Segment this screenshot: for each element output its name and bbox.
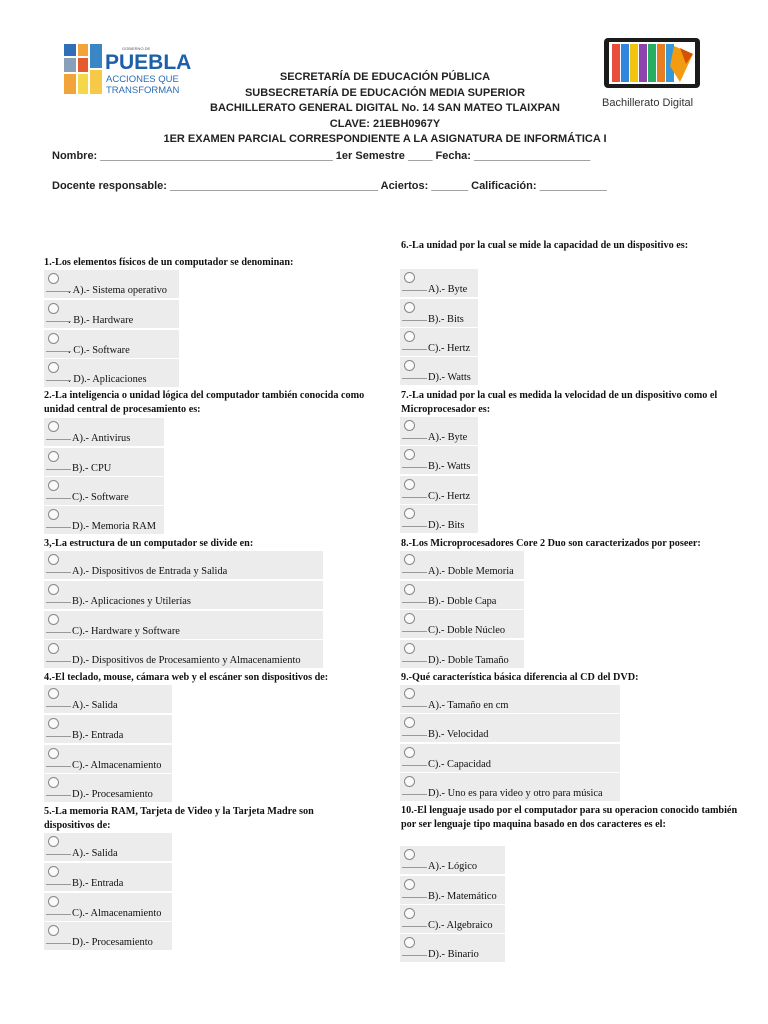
q8-option-a[interactable]: A).- Doble Memoria (400, 551, 524, 579)
q1-option-d[interactable]: . D).- Aplicaciones (44, 359, 179, 387)
question-2-text: 2.-La inteligencia o unidad lógica del computador también conocida como unidad central de procesamiento es: (44, 390, 365, 415)
exam-header (150, 70, 620, 148)
q7-option-c[interactable]: C).- Hertz (400, 476, 478, 504)
question-1-text: 1.-Los elementos físicos de un computador se denominan: (44, 257, 294, 268)
svg-text:GOBIERNO DE: GOBIERNO DE (122, 46, 151, 51)
q6-option-c[interactable]: C).- Hertz (400, 328, 478, 356)
q8-option-d[interactable]: D).- Doble Tamaño (400, 640, 524, 668)
radio-icon[interactable] (404, 302, 415, 313)
radio-icon[interactable] (404, 479, 415, 490)
radio-icon[interactable] (48, 688, 59, 699)
q8-option-b[interactable]: B).- Doble Capa (400, 581, 524, 609)
q2-option-d[interactable]: D).- Memoria RAM (44, 506, 164, 534)
radio-icon[interactable] (404, 776, 415, 787)
question-10-text: 10.-El lenguaje usado por el computador para su operacion conocido también por ser lenguaje tipo maquina basado en dos caracteres es el: (401, 805, 738, 830)
svg-text:ACCIONES QUE: ACCIONES QUE (106, 74, 179, 85)
radio-icon[interactable] (404, 331, 415, 342)
radio-icon[interactable] (48, 614, 59, 625)
radio-icon[interactable] (48, 643, 59, 654)
radio-icon[interactable] (404, 508, 415, 519)
q4-option-c[interactable]: C).- Almacenamiento (44, 745, 172, 773)
radio-icon[interactable] (48, 451, 59, 462)
q3-option-c[interactable]: C).- Hardware y Software (44, 611, 323, 639)
q7-option-d[interactable]: D).- Bits (400, 505, 478, 533)
radio-icon[interactable] (404, 937, 415, 948)
logo-brand: PUEBLA (105, 51, 192, 74)
q9-option-a[interactable]: A).- Tamaño en cm (400, 685, 620, 713)
q10-option-b[interactable]: B).- Matemático (400, 876, 505, 904)
form-line-docente[interactable]: Docente responsable: __________________________________ Aciertos: ______ Calificación: ___________ (52, 180, 607, 192)
header-line-sep: SECRETARÍA DE EDUCACIÓN PÚBLICA (279, 71, 491, 83)
radio-icon[interactable] (48, 554, 59, 565)
radio-icon[interactable] (48, 748, 59, 759)
radio-icon[interactable] (404, 688, 415, 699)
radio-icon[interactable] (404, 613, 415, 624)
header-line-subsecretaria: SUBSECRETARÍA DE EDUCACIÓN MEDIA SUPERIOR (244, 86, 526, 99)
q2-option-c[interactable]: C).- Software (44, 477, 164, 505)
radio-icon[interactable] (48, 303, 59, 314)
radio-icon[interactable] (404, 849, 415, 860)
q5-option-a[interactable]: A).- Salida (44, 833, 172, 861)
q3-option-d[interactable]: D).- Dispositivos de Procesamiento y Almacenamiento (44, 640, 323, 668)
q5-option-b[interactable]: B).- Entrada (44, 863, 172, 891)
question-3-text: 3,-La estructura de un computador se divide en: (44, 538, 254, 549)
radio-icon[interactable] (48, 509, 59, 520)
header-line-examen: 1ER EXAMEN PARCIAL CORRESPONDIENTE A LA ASIGNATURA DE INFORMÁTICA I (163, 133, 607, 146)
q5-option-c[interactable]: C).- Almacenamiento (44, 893, 172, 921)
q5-option-d[interactable]: D).- Procesamiento (44, 922, 172, 950)
q9-option-b[interactable]: B).- Velocidad (400, 714, 620, 742)
question-4-text: 4.-El teclado, mouse, cámara web y el escáner son dispositivos de: (44, 672, 329, 683)
radio-icon[interactable] (404, 717, 415, 728)
radio-icon[interactable] (48, 777, 59, 788)
radio-icon[interactable] (404, 908, 415, 919)
question-6-text: 6.-La unidad por la cual se mide la capacidad de un dispositivo es: (401, 240, 689, 251)
q3-option-b[interactable]: B).- Aplicaciones y Utilerías (44, 581, 323, 609)
header-line-clave: CLAVE: 21EBH0967Y (329, 117, 441, 130)
q1-option-a[interactable]: . A).- Sistema operativo (44, 270, 179, 298)
radio-icon[interactable] (48, 866, 59, 877)
radio-icon[interactable] (48, 925, 59, 936)
radio-icon[interactable] (48, 421, 59, 432)
q2-option-a[interactable]: A).- Antivirus (44, 418, 164, 446)
q10-option-c[interactable]: C).- Algebraico (400, 905, 505, 933)
radio-icon[interactable] (48, 896, 59, 907)
radio-icon[interactable] (404, 879, 415, 890)
question-8-text: 8.-Los Microprocesadores Core 2 Duo son caracterizados por poseer: (401, 538, 701, 549)
radio-icon[interactable] (48, 584, 59, 595)
q9-option-c[interactable]: C).- Capacidad (400, 744, 620, 772)
question-5-text: 5.-La memoria RAM, Tarjeta de Video y la Tarjeta Madre son dispositivos de: (44, 806, 314, 831)
q8-option-c[interactable]: C).- Doble Núcleo (400, 610, 524, 638)
q6-option-b[interactable]: B).- Bits (400, 299, 478, 327)
q3-option-a[interactable]: A).- Dispositivos de Entrada y Salida (44, 551, 323, 579)
radio-icon[interactable] (404, 554, 415, 565)
q10-option-a[interactable]: A).- Lógico (400, 846, 505, 874)
header-line-bachillerato: BACHILLERATO GENERAL DIGITAL No. 14 SAN MATEO TLAIXPAN (210, 102, 560, 115)
q4-option-b[interactable]: B).- Entrada (44, 715, 172, 743)
question-9-text: 9.-Qué característica básica diferencia al CD del DVD: (401, 672, 639, 683)
radio-icon[interactable] (404, 584, 415, 595)
radio-icon[interactable] (48, 333, 59, 344)
q9-option-d[interactable]: D).- Uno es para video y otro para música (400, 773, 620, 801)
radio-icon[interactable] (404, 272, 415, 283)
radio-icon[interactable] (48, 836, 59, 847)
q6-option-a[interactable]: A).- Byte (400, 269, 478, 297)
q10-option-d[interactable]: D).- Binario (400, 934, 505, 962)
radio-icon[interactable] (404, 420, 415, 431)
q4-option-d[interactable]: D).- Procesamiento (44, 774, 172, 802)
q2-option-b[interactable]: B).- CPU (44, 448, 164, 476)
radio-icon[interactable] (48, 273, 59, 284)
q6-option-d[interactable]: D).- Watts (400, 357, 478, 385)
radio-icon[interactable] (404, 643, 415, 654)
radio-icon[interactable] (404, 747, 415, 758)
radio-icon[interactable] (48, 480, 59, 491)
q1-option-c[interactable]: . C).- Software (44, 330, 179, 358)
form-line-nombre[interactable]: Nombre: ______________________________________ 1er Semestre ____ Fecha: ___________________ (52, 150, 591, 162)
svg-text:TRANSFORMAN: TRANSFORMAN (106, 85, 180, 96)
svg-text:Bachillerato Digital: Bachillerato Digital (602, 97, 694, 109)
radio-icon[interactable] (404, 360, 415, 371)
q7-option-a[interactable]: A).- Byte (400, 417, 478, 445)
radio-icon[interactable] (48, 718, 59, 729)
q7-option-b[interactable]: B).- Watts (400, 446, 478, 474)
q4-option-a[interactable]: A).- Salida (44, 685, 172, 713)
radio-icon[interactable] (404, 449, 415, 460)
q1-option-b[interactable]: . B).- Hardware (44, 300, 179, 328)
question-7-text: 7.-La unidad por la cual es medida la velocidad de un dispositivo como el Microprocesador es: (401, 390, 718, 415)
radio-icon[interactable] (48, 362, 59, 373)
